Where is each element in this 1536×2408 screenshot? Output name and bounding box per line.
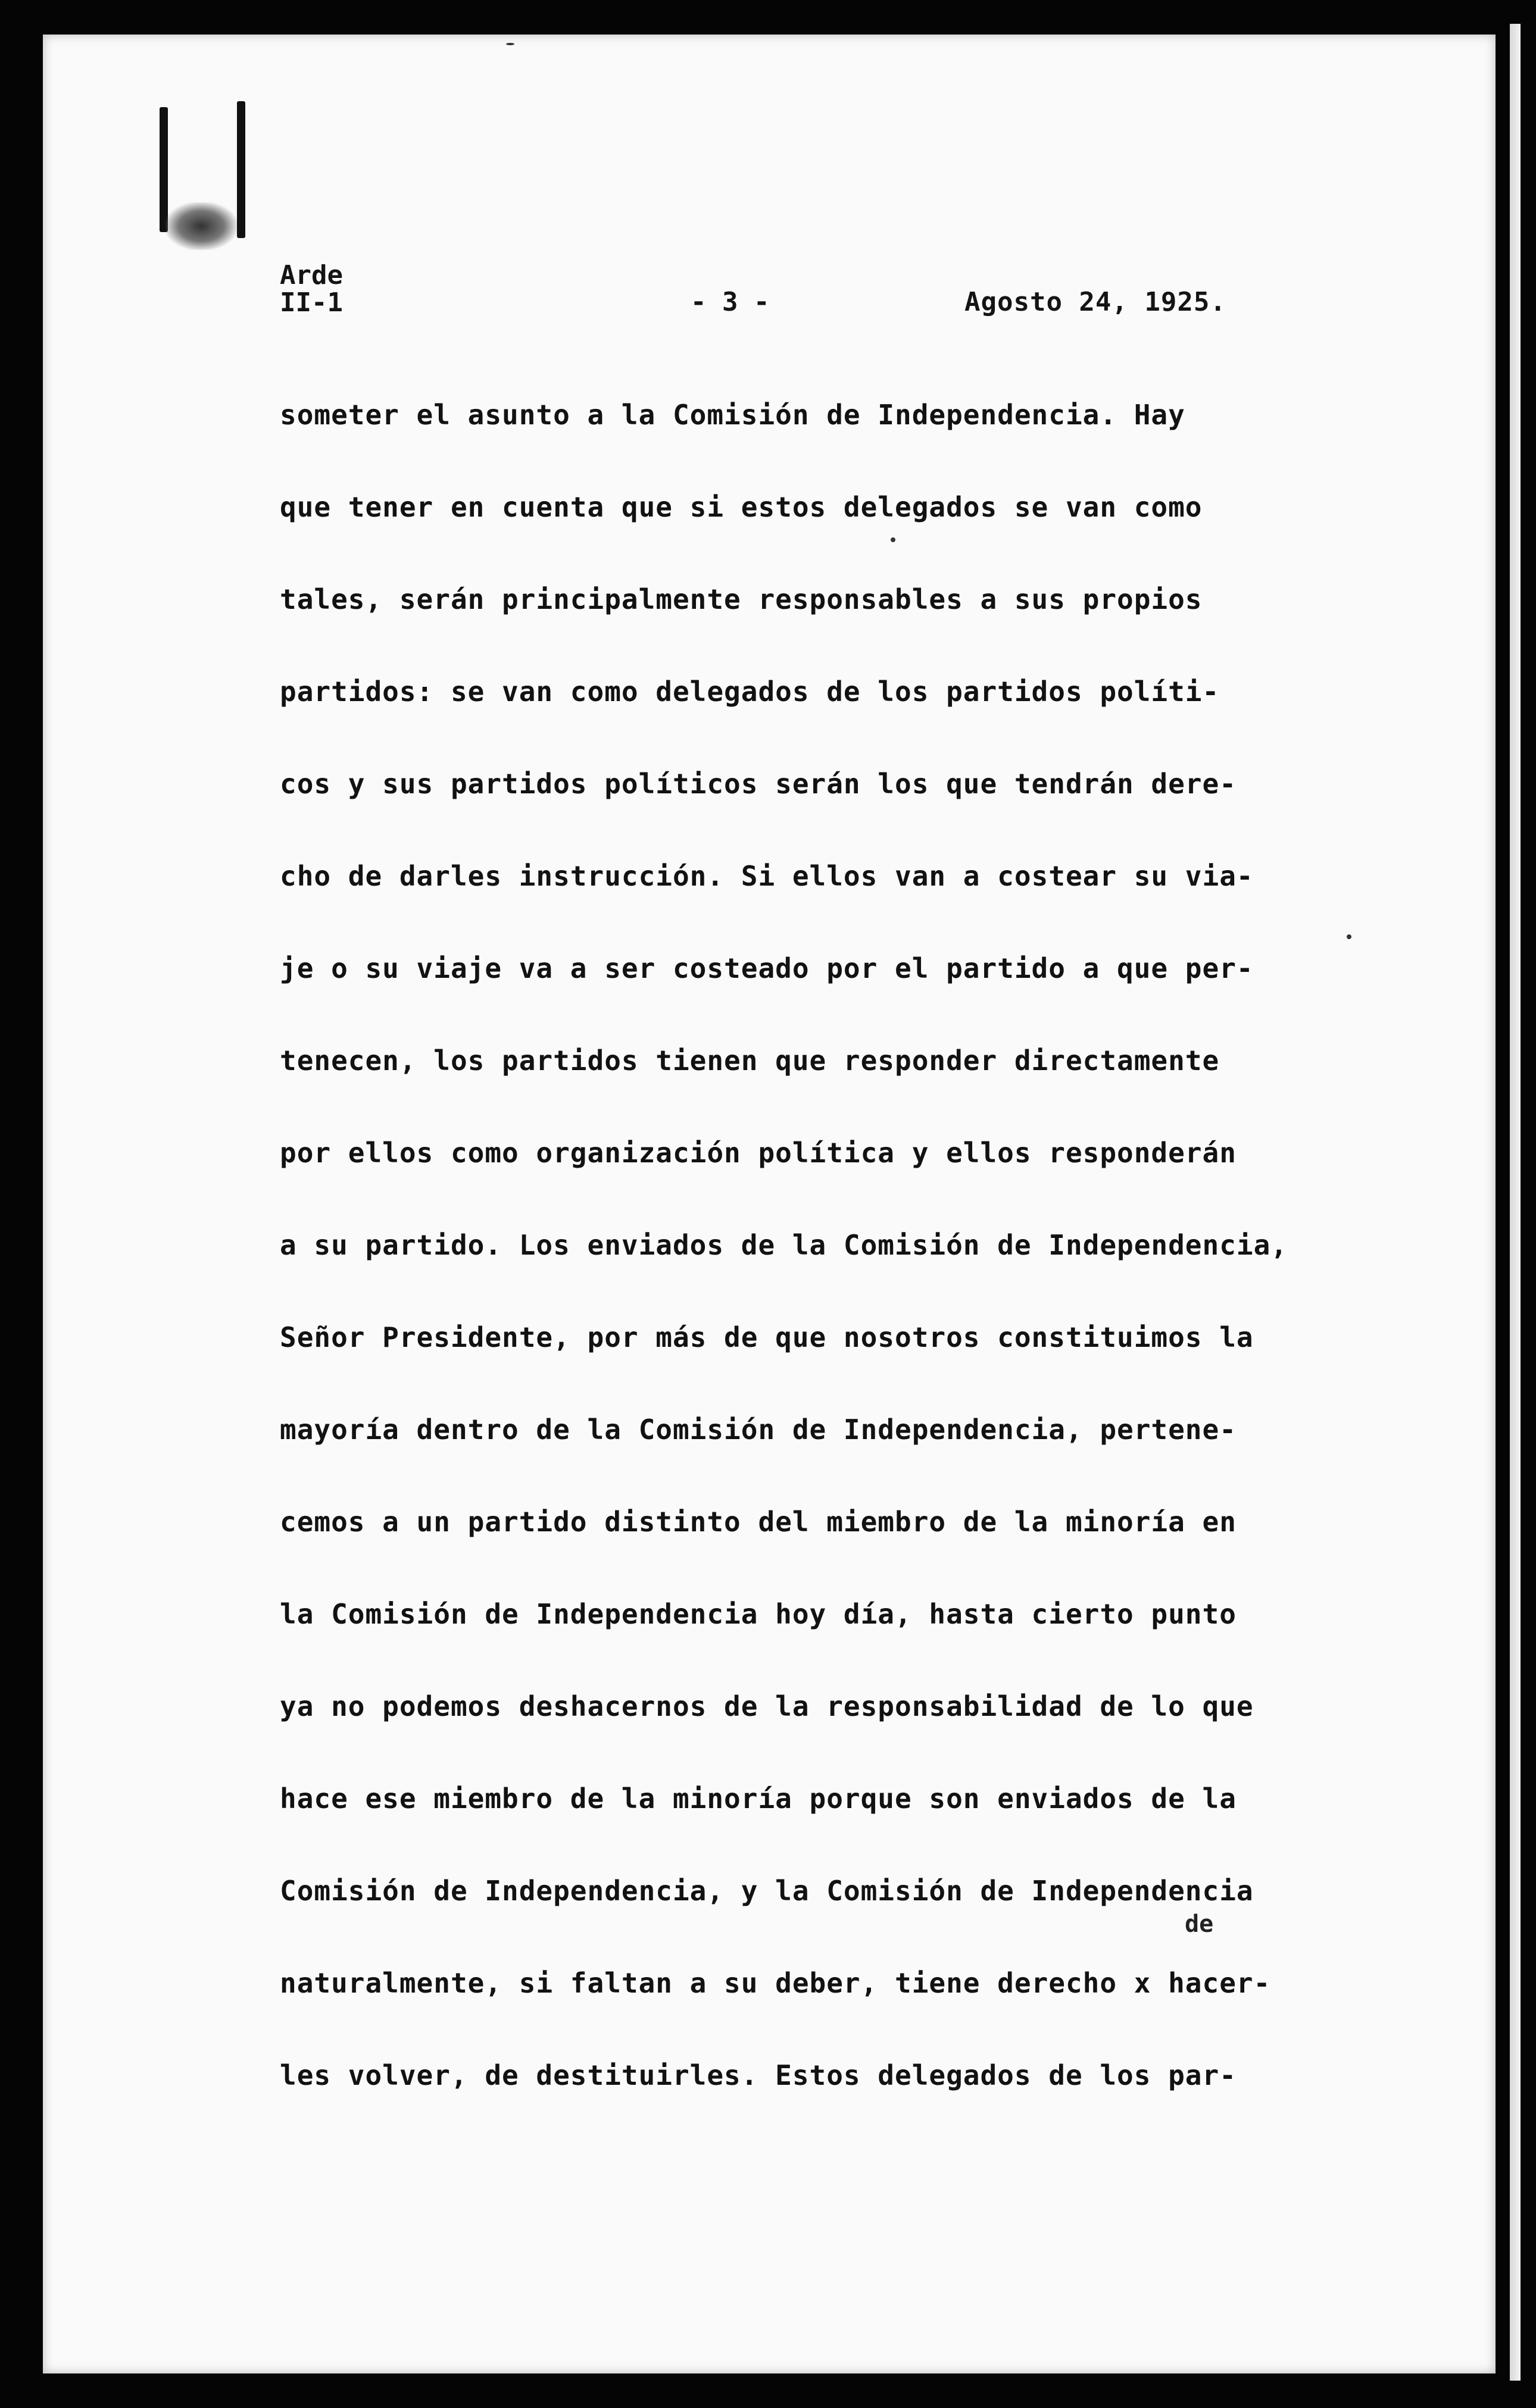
text-line: que tener en cuenta que si estos delegados se van como [280,491,1203,523]
text-line: ya no podemos deshacernos de la responsabilidad de lo que [280,1690,1254,1722]
reference-line-1: Arde [280,260,343,290]
text-line: cemos a un partido distinto del miembro de la minoría en [280,1506,1237,1538]
text-line: someter el asunto a la Comisión de Independencia. Hay [280,399,1185,431]
text-line: mayoría dentro de la Comisión de Independencia, pertene- [280,1413,1237,1446]
text-line: Comisión de Independencia, y la Comisión de Independencia [280,1875,1254,1907]
reference-code [280,262,343,317]
text-line: naturalmente, si faltan a su deber, tiene derecho x hacer- [280,1967,1271,1999]
text-line: tales, serán principalmente responsables a sus propios [280,583,1203,615]
ink-smudge [166,202,237,250]
dust-speck [506,43,514,45]
page-header [280,262,1280,333]
text-line: a su partido. Los enviados de la Comisión de Independencia, [280,1229,1288,1261]
text-line: la Comisión de Independencia hoy día, hasta cierto punto [280,1598,1237,1630]
reference-line-2: II-1 [280,287,343,318]
typed-body [280,369,1328,2122]
page-number: - 3 - [691,287,770,317]
text-line: por ellos como organización política y ellos responderán [280,1137,1237,1169]
punch-mark [237,101,245,238]
page-edge [1510,24,1521,2381]
dust-speck [891,537,895,542]
punch-marks [154,65,249,244]
text-line: tenecen, los partidos tienen que responder directamente [280,1044,1220,1077]
text-line: cho de darles instrucción. Si ellos van a costear su via- [280,860,1254,892]
text-line: Señor Presidente, por más de que nosotros constituimos la [280,1321,1254,1353]
text-line: cos y sus partidos políticos serán los que tendrán dere- [280,768,1237,800]
interlinear-correction: de [1185,1910,1214,1938]
text-line: les volver, de destituirles. Estos delegados de los par- [280,2059,1237,2091]
dust-speck [1347,934,1351,939]
text-line: je o su viaje va a ser costeado por el partido a que per- [280,952,1254,984]
text-line: hace ese miembro de la minoría porque son enviados de la [280,1782,1237,1815]
document-date: Agosto 24, 1925. [964,287,1226,317]
text-line: partidos: se van como delegados de los partidos políti- [280,676,1220,708]
